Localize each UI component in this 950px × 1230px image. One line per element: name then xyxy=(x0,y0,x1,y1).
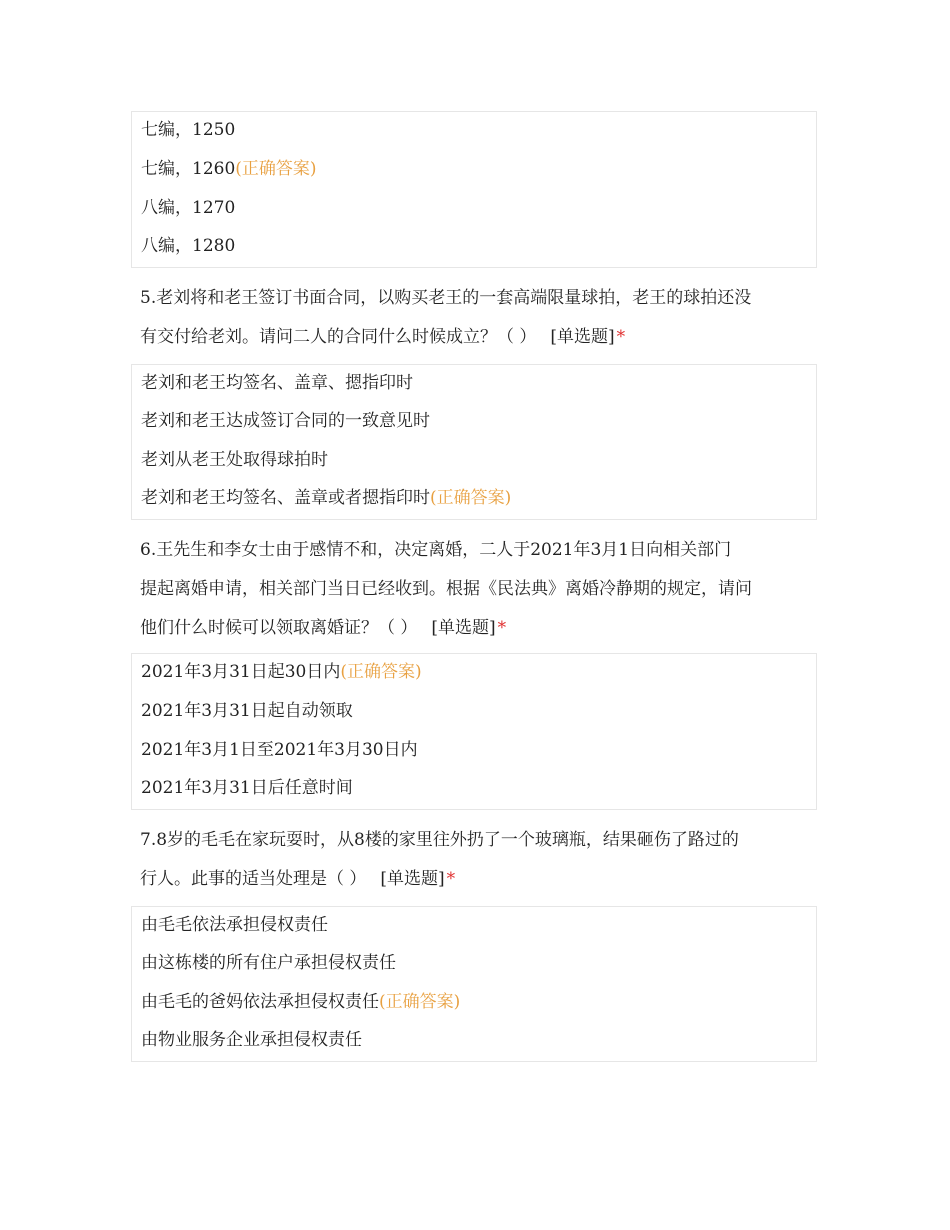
options-box-q7 xyxy=(131,906,817,1062)
option-q5-d[interactable] xyxy=(141,487,511,509)
question-text-line: 7.8岁的毛毛在家玩耍时，从8楼的家里往外扔了一个玻璃瓶，结果砸伤了路过的 xyxy=(140,830,739,850)
correct-answer-tag: (正确答案) xyxy=(430,488,512,508)
option-text: 由这栋楼的所有住户承担侵权责任 xyxy=(141,953,396,973)
option-q4-a[interactable] xyxy=(141,119,235,141)
option-text: 七编，1260 xyxy=(141,159,236,179)
option-text: 七编，1250 xyxy=(141,120,236,140)
question-text-line: 提起离婚申请，相关部门当日已经收到。根据《民法典》离婚冷静期的规定，请问 xyxy=(140,579,752,599)
question-text-line: 5.老刘将和老王签订书面合同，以购买老王的一套高端限量球拍，老王的球拍还没 xyxy=(140,288,752,308)
question-text: 行人。此事的适当处理是（ ） xyxy=(140,869,367,889)
option-q5-a[interactable] xyxy=(141,372,413,394)
correct-answer-tag: (正确答案) xyxy=(379,992,461,1012)
option-q6-d[interactable] xyxy=(141,777,353,799)
option-text: 老刘和老王均签名、盖章或者摁指印时 xyxy=(141,488,430,508)
option-q6-a[interactable] xyxy=(141,661,422,683)
options-box-q5 xyxy=(131,364,817,520)
required-mark: * xyxy=(497,618,507,638)
option-q7-d[interactable] xyxy=(141,1029,362,1051)
option-text: 由毛毛依法承担侵权责任 xyxy=(141,915,328,935)
question-text-line: 6.王先生和李女士由于感情不和，决定离婚，二人于2021年3月1日向相关部门 xyxy=(140,540,732,560)
option-q4-c[interactable] xyxy=(141,197,235,219)
correct-answer-tag: (正确答案) xyxy=(235,159,317,179)
question-7 xyxy=(140,821,820,899)
option-q4-d[interactable] xyxy=(141,235,235,257)
options-box-q6 xyxy=(131,653,817,810)
question-type-label: [单选题] xyxy=(431,618,496,638)
question-text: 他们什么时候可以领取离婚证？（ ） xyxy=(140,618,418,638)
option-q7-a[interactable] xyxy=(141,914,328,936)
option-q6-b[interactable] xyxy=(141,700,353,722)
option-text: 老刘和老王均签名、盖章、摁指印时 xyxy=(141,373,413,393)
option-q5-c[interactable] xyxy=(141,449,328,471)
question-5 xyxy=(140,279,820,357)
option-text: 2021年3月31日起30日内 xyxy=(141,662,341,682)
option-q4-b[interactable] xyxy=(141,158,317,180)
question-text-line xyxy=(140,860,820,899)
option-text: 老刘从老王处取得球拍时 xyxy=(141,450,328,470)
required-mark: * xyxy=(446,869,456,889)
option-text: 老刘和老王达成签订合同的一致意见时 xyxy=(141,411,430,431)
option-q7-c[interactable] xyxy=(141,991,460,1013)
option-q5-b[interactable] xyxy=(141,410,430,432)
option-text: 2021年3月1日至2021年3月30日内 xyxy=(141,740,418,760)
options-box-q4 xyxy=(131,111,817,268)
question-text-line xyxy=(140,318,820,357)
option-text: 八编，1270 xyxy=(141,198,236,218)
option-text: 由物业服务企业承担侵权责任 xyxy=(141,1030,362,1050)
question-type-label: [单选题] xyxy=(380,869,445,889)
option-text: 由毛毛的爸妈依法承担侵权责任 xyxy=(141,992,379,1012)
option-text: 八编，1280 xyxy=(141,236,236,256)
option-q6-c[interactable] xyxy=(141,739,418,761)
option-q7-b[interactable] xyxy=(141,952,396,974)
question-6 xyxy=(140,531,820,648)
required-mark: * xyxy=(616,327,626,347)
question-text: 有交付给老刘。请问二人的合同什么时候成立？（ ） xyxy=(140,327,537,347)
question-text-line xyxy=(140,609,820,648)
option-text: 2021年3月31日后任意时间 xyxy=(141,778,353,798)
option-text: 2021年3月31日起自动领取 xyxy=(141,701,353,721)
correct-answer-tag: (正确答案) xyxy=(340,662,422,682)
question-type-label: [单选题] xyxy=(550,327,615,347)
